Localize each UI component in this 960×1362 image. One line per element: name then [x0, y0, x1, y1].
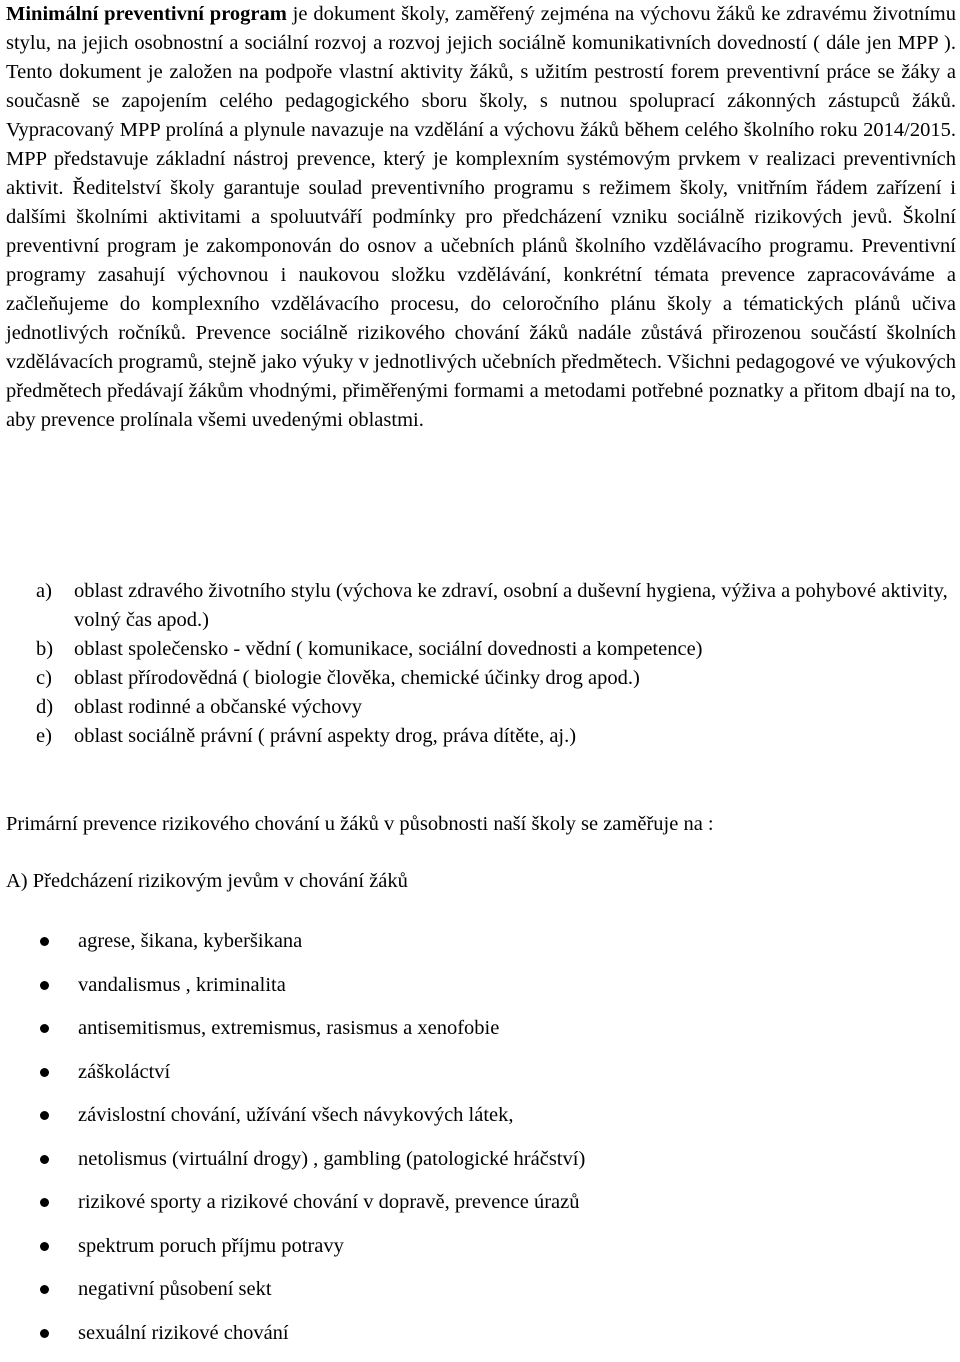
list-marker: c) — [36, 664, 52, 693]
intro-paragraph — [6, 0, 956, 435]
list-item — [6, 971, 585, 1015]
bullet-icon — [40, 937, 49, 946]
list-item — [6, 664, 956, 693]
list-item-text: oblast rodinné a občanské výchovy — [74, 696, 362, 718]
list-item-text: vandalismus , kriminalita — [78, 974, 286, 996]
list-marker: e) — [36, 722, 52, 751]
list-item-text: oblast zdravého životního stylu (výchova ke zdraví, osobní a duševní hygiena, výživa a pohybové aktivity, volný čas apod.) — [74, 580, 948, 631]
list-item — [6, 1014, 585, 1058]
list-item — [6, 1188, 585, 1232]
list-item-text: antisemitismus, extremismus, rasismus a xenofobie — [78, 1017, 499, 1039]
list-item — [6, 693, 956, 722]
list-item — [6, 1319, 585, 1362]
list-item — [6, 635, 956, 664]
list-item-text: rizikové sporty a rizikové chování v dopravě, prevence úrazů — [78, 1191, 579, 1213]
list-item — [6, 577, 956, 635]
bullet-icon — [40, 1285, 49, 1294]
list-item-text: oblast přírodovědná ( biologie člověka, chemické účinky drog apod.) — [74, 667, 640, 689]
list-marker: b) — [36, 635, 53, 664]
list-item — [6, 722, 956, 751]
list-marker: d) — [36, 693, 53, 722]
bullet-icon — [40, 1111, 49, 1120]
list-item-text: agrese, šikana, kyberšikana — [78, 930, 302, 952]
list-item-text: oblast společensko - vědní ( komunikace, sociální dovednosti a kompetence) — [74, 638, 703, 660]
section-a-heading: A) Předcházení rizikovým jevům v chování žáků — [6, 867, 408, 896]
list-item-text: závislostní chování, užívání všech návykových látek, — [78, 1104, 514, 1126]
bullet-icon — [40, 1242, 49, 1251]
intro-bold-lead: Minimální preventivní program — [6, 3, 287, 25]
list-item — [6, 927, 585, 971]
list-marker: a) — [36, 577, 52, 606]
bullet-icon — [40, 1068, 49, 1077]
list-item-text: záškoláctví — [78, 1061, 170, 1083]
primary-prevention-heading: Primární prevence rizikového chování u žáků v působnosti naší školy se zaměřuje na : — [6, 810, 714, 839]
bullet-icon — [40, 1155, 49, 1164]
list-item — [6, 1145, 585, 1189]
list-item — [6, 1058, 585, 1102]
list-item-text: spektrum poruch příjmu potravy — [78, 1235, 344, 1257]
bullet-icon — [40, 1198, 49, 1207]
prevention-areas-list — [6, 577, 956, 751]
list-item — [6, 1232, 585, 1276]
bullet-icon — [40, 1329, 49, 1338]
list-item-text: sexuální rizikové chování — [78, 1322, 289, 1344]
list-item — [6, 1275, 585, 1319]
intro-text: je dokument školy, zaměřený zejména na výchovu žáků ke zdravému životnímu stylu, na jejich osobnostní a sociální rozvoj a rozvoj jejich sociálně komunikativních dovedností ( dále jen MPP ). Tento dokument je založen na podpoře vlastní aktivity žáků, s užitím pestrostí forem preventivní práce se žáky a současně se zapojením celého pedagogického sboru školy, s nutnou spoluprací zákonných zástupců žáků. Vypracovaný MPP prolíná a plynule navazuje na vzdělání a výchovu žáků během celého školního roku 2014/2015. MPP představuje základní nástroj prevence, který je komplexním systémovým prvkem v realizaci preventivních aktivit. Ředitelství školy garantuje soulad preventivního programu s režimem školy, vnitřním řádem zařízení i dalšími školními aktivitami a spoluutváří podmínky pro předcházení vzniku sociálně rizikových jevů. Školní preventivní program je zakomponován do osnov a učebních plánů školního vzdělávacího programu. Preventivní programy zasahují výchovnou i naukovou složku vzdělávání, konkrétní témata prevence zapracováváme a začleňujeme do komplexního vzdělávacího procesu, do celoročního plánu školy a tématických plánů učiva jednotlivých ročníků. Prevence sociálně rizikového chování žáků nadále zůstává přirozenou součástí školních vzdělávacích programů, stejně jako výuky v jednotlivých učebních předmětech. Všichni pedagogové ve výukových předmětech předávají žákům vhodnými, přiměřenými formami a metodami potřebné poznatky a přitom dbají na to, aby prevence prolínala všemi uvedenými oblastmi. — [6, 3, 956, 431]
bullet-icon — [40, 1024, 49, 1033]
list-item-text: oblast sociálně právní ( právní aspekty drog, práva dítěte, aj.) — [74, 725, 576, 747]
list-item — [6, 1101, 585, 1145]
risk-behaviour-list — [6, 927, 585, 1362]
list-item-text: negativní působení sekt — [78, 1278, 272, 1300]
list-item-text: netolismus (virtuální drogy) , gambling (patologické hráčství) — [78, 1148, 585, 1170]
bullet-icon — [40, 981, 49, 990]
